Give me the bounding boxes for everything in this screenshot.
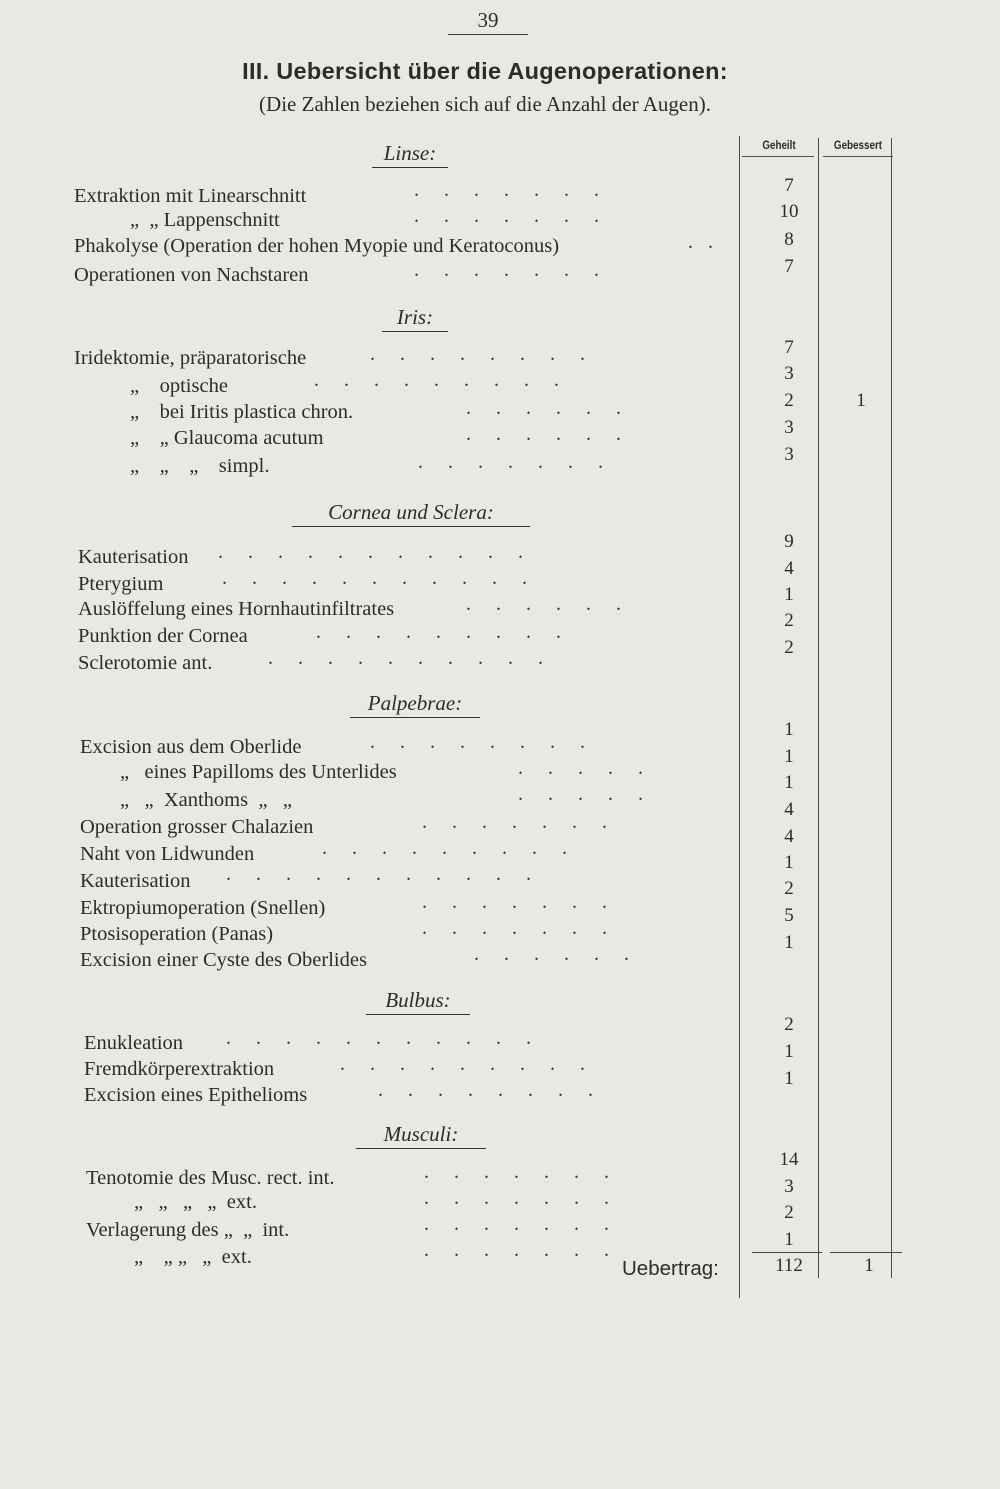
column-header-geheilt: Geheilt: [762, 138, 796, 152]
dot-leader: . . . . . . . . . . .: [226, 1027, 531, 1049]
row-label: Tenotomie des Musc. rect. int.: [86, 1167, 335, 1189]
row-label: Auslöffelung eines Hornhautinfiltrates: [78, 598, 395, 620]
row-label: „ „ „ „ ext.: [134, 1191, 257, 1213]
geheilt-value: 2: [784, 878, 794, 899]
geheilt-value: 1: [784, 1041, 794, 1062]
dot-leader: . . . . . . .: [424, 1187, 609, 1209]
geheilt-value: 4: [784, 826, 794, 847]
geheilt-value: 1: [784, 852, 794, 873]
dot-leader: . . . . . .: [466, 397, 621, 419]
row-label: „ eines Papilloms des Unterlides: [120, 761, 397, 783]
total-gebessert: 1: [864, 1255, 874, 1276]
row-label: Iridektomie, präparatorische: [74, 347, 307, 369]
dot-leader: . . . . . . .: [424, 1213, 609, 1235]
row-label: Pterygium: [78, 573, 164, 595]
header-underline: [742, 156, 814, 157]
geheilt-value: 1: [784, 746, 794, 767]
geheilt-value: 10: [779, 201, 799, 222]
geheilt-value: 5: [784, 905, 794, 926]
column-divider: [818, 138, 819, 1278]
geheilt-value: 7: [784, 256, 794, 277]
geheilt-value: 1: [784, 772, 794, 793]
dot-leader: . .: [688, 231, 713, 253]
row-label: Ektropiumoperation (Snellen): [80, 897, 326, 919]
row-label: Punktion der Cornea: [78, 625, 248, 647]
dot-leader: . . . . . . . . .: [314, 369, 559, 391]
dot-leader: . . . . .: [518, 783, 643, 805]
dot-leader: . . . . . . .: [424, 1239, 609, 1261]
row-label: „ bei Iritis plastica chron.: [130, 401, 354, 423]
geheilt-value: 14: [779, 1149, 799, 1170]
row-label: Excision aus dem Oberlide: [80, 736, 302, 758]
geheilt-value: 1: [784, 1229, 794, 1250]
geheilt-value: 1: [784, 584, 794, 605]
geheilt-value: 8: [784, 229, 794, 250]
dot-leader: . . . . . . . . . . .: [226, 863, 531, 885]
dot-leader: . . . . . . .: [414, 179, 599, 201]
header-underline: [823, 156, 893, 157]
geheilt-value: 4: [784, 558, 794, 579]
column-divider: [739, 136, 740, 1298]
row-label: Excision eines Epithelioms: [84, 1084, 308, 1106]
dot-leader: . . . . . . .: [422, 891, 607, 913]
section-heading-musculi: Musculi:: [356, 1121, 486, 1149]
geheilt-value: 2: [784, 390, 794, 411]
geheilt-value: 3: [784, 444, 794, 465]
dot-leader: . . . . . . . . . .: [268, 647, 543, 669]
row-label: „ „ Xanthoms „ „: [120, 789, 292, 811]
geheilt-value: 3: [784, 417, 794, 438]
page-title: III. Uebersicht über die Augenoperationen:: [242, 58, 728, 84]
row-label: Verlagerung des „ „ int.: [86, 1219, 290, 1241]
dot-leader: . . . . . . .: [414, 205, 599, 227]
row-label: Kauterisation: [78, 546, 189, 568]
total-rule: [830, 1252, 902, 1253]
column-header-gebessert: Gebessert: [833, 138, 883, 152]
dot-leader: . . . . . . . .: [370, 731, 585, 753]
geheilt-value: 3: [784, 363, 794, 384]
geheilt-value: 2: [784, 1014, 794, 1035]
section-heading-iris: Iris:: [382, 304, 448, 332]
geheilt-value: 1: [784, 1068, 794, 1089]
geheilt-value: 3: [784, 1176, 794, 1197]
row-label: „ „ „ simpl.: [130, 455, 270, 477]
row-label: Fremdkörperextraktion: [84, 1058, 275, 1080]
dot-leader: . . . . . . . . . . .: [218, 541, 523, 563]
section-heading-palpebrae: Palpebrae:: [350, 690, 480, 718]
dot-leader: . . . . . . . . .: [340, 1053, 585, 1075]
dot-leader: . . . . . . . . . . .: [222, 567, 527, 589]
row-label: „ „ Lappenschnitt: [130, 209, 280, 231]
row-label: „ „ „ „ ext.: [134, 1246, 252, 1268]
row-label: „ optische: [130, 375, 228, 397]
row-label: Ptosisoperation (Panas): [80, 923, 274, 945]
geheilt-value: 1: [784, 932, 794, 953]
geheilt-value: 7: [784, 337, 794, 358]
total-rule: [752, 1252, 822, 1253]
row-label: Excision einer Cyste des Oberlides: [80, 949, 367, 971]
dot-leader: . . . . . . . .: [370, 343, 585, 365]
row-label: Naht von Lidwunden: [80, 843, 255, 865]
dot-leader: . . . . . . . .: [378, 1079, 593, 1101]
total-label: Uebertrag:: [622, 1257, 719, 1280]
dot-leader: . . . . . . . . .: [322, 837, 567, 859]
section-heading-linse: Linse:: [372, 140, 448, 168]
row-label: Extraktion mit Linearschnitt: [74, 185, 307, 207]
row-label: Enukleation: [84, 1032, 184, 1054]
page-number: 39: [448, 6, 528, 35]
dot-leader: . . . . . . .: [422, 811, 607, 833]
dot-leader: . . . . . .: [466, 423, 621, 445]
column-divider: [891, 138, 892, 1278]
row-label: Sclerotomie ant.: [78, 652, 213, 674]
dot-leader: . . . . . . .: [418, 451, 603, 473]
row-label: „ „ Glaucoma acutum: [130, 427, 324, 449]
dot-leader: . . . . .: [518, 757, 643, 779]
dot-leader: . . . . . . .: [414, 259, 599, 281]
dot-leader: . . . . . .: [466, 593, 621, 615]
section-heading-cornea: Cornea und Sclera:: [292, 499, 530, 527]
geheilt-value: 1: [784, 719, 794, 740]
geheilt-value: 2: [784, 1202, 794, 1223]
row-label: Operation grosser Chalazien: [80, 816, 314, 838]
total-geheilt: 112: [775, 1255, 803, 1276]
geheilt-value: 4: [784, 799, 794, 820]
dot-leader: . . . . . . .: [422, 917, 607, 939]
dot-leader: . . . . . . .: [424, 1161, 609, 1183]
geheilt-value: 9: [784, 531, 794, 552]
dot-leader: . . . . . . . . .: [316, 621, 561, 643]
dot-leader: . . . . . .: [474, 943, 629, 965]
row-label: Phakolyse (Operation der hohen Myopie und Keratoconus): [74, 235, 560, 257]
geheilt-value: 7: [784, 175, 794, 196]
row-label: Operationen von Nachstaren: [74, 264, 309, 286]
section-heading-bulbus: Bulbus:: [366, 987, 470, 1015]
geheilt-value: 2: [784, 637, 794, 658]
gebessert-value: 1: [856, 390, 866, 411]
page-subtitle: (Die Zahlen beziehen sich auf die Anzahl der Augen).: [259, 92, 711, 116]
row-label: Kauterisation: [80, 870, 191, 892]
geheilt-value: 2: [784, 610, 794, 631]
